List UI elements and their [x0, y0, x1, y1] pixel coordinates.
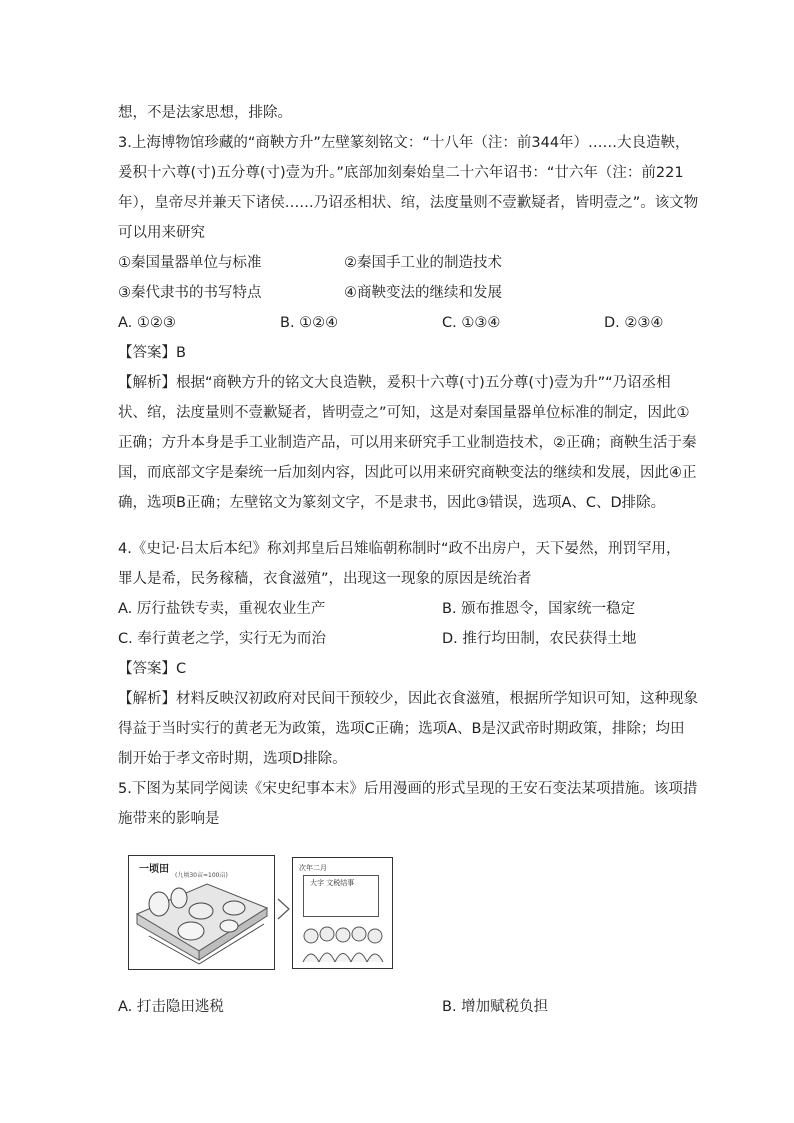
- text-line: 年），皇帝尽并兼天下诸侯……乃诏丞相状、绾，法度量则不壹歉疑者，皆明壹之”。该文物: [118, 195, 699, 211]
- text-line: 罪人是希，民务稼穑，衣食滋殖”，出现这一现象的原因是统治者: [118, 571, 532, 587]
- q4-option-c: C. 奉行黄老之学，实行无为而治: [118, 631, 326, 647]
- q3-option-c: C. ①③④: [442, 315, 501, 331]
- question-3-stem: 3.上海博物馆珍藏的“商鞅方升”左壁篆刻铭文：“十八年（注：前344年）……大良造鞅，: [118, 135, 690, 151]
- text-line: 得益于当时实行的黄老无为政策，选项C正确；选项A、B是汉武帝时期政策，排除；均田: [118, 721, 685, 737]
- crowd-illustration: [293, 858, 392, 968]
- arrow-right-icon: [277, 898, 291, 920]
- q4-option-d: D. 推行均田制，农民获得土地: [442, 631, 637, 647]
- q3-item-3: ③秦代隶书的书写特点: [118, 285, 262, 301]
- land-note: (九顷30亩≈100亩): [175, 872, 228, 879]
- q4-answer: 【答案】C: [118, 661, 187, 677]
- question-5-stem: 5.下图为某同学阅读《宋史纪事本末》后用漫画的形式呈现的王安石变法某项措施。该项措: [118, 781, 698, 797]
- q3-option-d: D. ②③④: [604, 315, 664, 331]
- q3-item-1: ①秦国量器单位与标准: [118, 255, 262, 271]
- text-line: 状、绾，法度量则不壹歉疑者，皆明壹之”可知，这是对秦国量器单位标准的制定，因此①: [118, 405, 690, 421]
- text-line: 施带来的影响是: [118, 811, 220, 827]
- q4-option-b: B. 颁布推恩令，国家统一稳定: [442, 601, 636, 617]
- text-line: 想，不是法家思想，排除。: [118, 105, 292, 121]
- q4-analysis: 【解析】材料反映汉初政府对民间干预较少，因此衣食滋殖，根据所学知识可知，这种现象: [118, 691, 698, 707]
- text-line: 确，选项B正确；左壁铭文为篆刻文字，不是隶书，因此③错误，选项A、C、D排除。: [118, 495, 666, 511]
- q4-option-a: A. 厉行盐铁专卖，重视农业生产: [118, 601, 326, 617]
- q3-option-a: A. ①②③: [118, 315, 176, 331]
- comic-panel-left: [128, 855, 275, 970]
- q3-item-4: ④商鞅变法的继续和发展: [344, 285, 502, 301]
- q3-answer: 【答案】B: [118, 345, 186, 361]
- q3-analysis: 【解析】根据“商鞅方升的铭文大良造鞅，爰积十六尊(寸)五分尊(寸)壹为升”“乃诏丞相: [118, 375, 671, 391]
- notice-board-text: 大字 文税结事: [310, 879, 355, 887]
- q5-option-a: A. 打击隐田逃税: [118, 999, 224, 1015]
- text-line: 制开始于孝文帝时期，选项D排除。: [118, 751, 347, 767]
- q3-item-2: ②秦国手工业的制造技术: [344, 255, 502, 271]
- land-label: 一顷田: [139, 864, 169, 875]
- text-line: 国，而底部文字是秦统一后加刻内容，因此可以用来研究商鞅变法的继续和发展，因此④正: [118, 465, 697, 481]
- text-line: 正确；方升本身是手工业制造产品，可以用来研究手工业制造技术，②正确；商鞅生活于秦: [118, 435, 697, 451]
- q3-option-b: B. ①②④: [280, 315, 339, 331]
- question-4-stem: 4.《史记·吕太后本纪》称刘邦皇后吕雉临朝称制时“政不出房户，天下晏然，刑罚罕用，: [118, 541, 681, 557]
- text-line: 爰积十六尊(寸)五分尊(寸)壹为升。”底部加刻秦始皇二十六年诏书：“廿六年（注：前221: [118, 165, 684, 181]
- panel-title: 次年二月: [299, 864, 327, 872]
- text-line: 可以用来研究: [118, 225, 205, 241]
- comic-panel-right: [292, 857, 393, 969]
- q5-option-b: B. 增加赋税负担: [442, 999, 549, 1015]
